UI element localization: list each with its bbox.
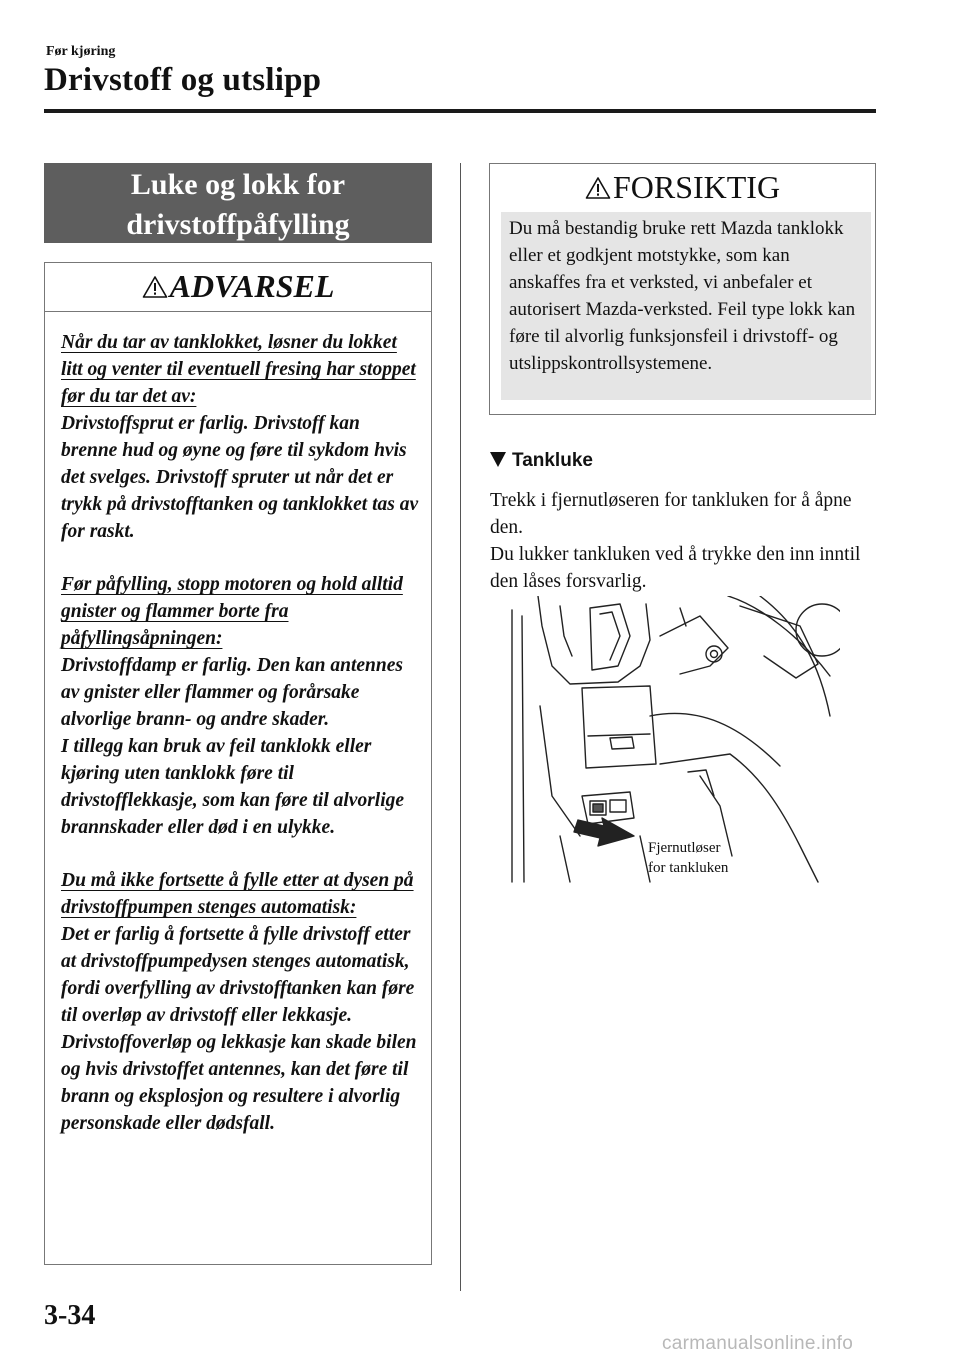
- warning-block-body-extra: I tillegg kan bruk av feil tanklokk eller kjøring uten tanklokk føre til drivstofflekkasje, som kan føre til alvorlige brannskader eller død i en ulykke.: [61, 736, 405, 838]
- caution-title: FORSIKTIG: [612, 169, 781, 205]
- section-title-line2: drivstoffpåfylling: [126, 208, 350, 241]
- warning-title: ADVARSEL: [169, 268, 335, 304]
- page-number: 3-34: [44, 1300, 96, 1331]
- warning-block-2: [61, 571, 421, 841]
- figure-label: [648, 838, 728, 878]
- chapter-title: Drivstoff og utslipp: [44, 62, 322, 98]
- warning-title-bar: [45, 263, 431, 312]
- tankluke-paragraph-2: Du lukker tankluken ved å trykke den inn inntil den låses forsvarlig.: [490, 544, 861, 592]
- header-rule: [44, 109, 876, 113]
- tankluke-heading: [490, 450, 593, 472]
- warning-block-heading: Når du tar av tanklokket, løsner du lokket litt og venter til eventuell fresing har stoppet før du tar det av:: [61, 332, 416, 407]
- warning-block-body-extra: Drivstoffoverløp og lekkasje kan skade bilen og hvis drivstoffet antennes, kan det føre til brann og eksplosjon og resultere i alvorlig personskade eller dødsfall.: [61, 1032, 417, 1134]
- section-title-line1: Luke og lokk for: [130, 168, 346, 201]
- warning-block-3: [61, 867, 421, 1137]
- warning-block-1: [61, 329, 421, 545]
- warning-content: [61, 329, 421, 1163]
- column-divider: [460, 163, 461, 1291]
- warning-triangle-icon: [585, 176, 611, 200]
- warning-box: [44, 262, 432, 1265]
- warning-block-body: Det er farlig å fortsette å fylle drivstoff etter at drivstoffpumpedysen stenges automatisk, fordi overfylling av drivstofftanken kan føre til overløp av drivstoff eller lekkasje.: [61, 924, 415, 1026]
- tankluke-heading-text: Tankluke: [512, 450, 593, 471]
- warning-block-body: Drivstoffsprut er farlig. Drivstoff kan brenne hud og øyne og føre til sykdom hvis det svelges. Drivstoff spruter ut når det er trykk på drivstofftanken og tanklokket tas av for raskt.: [61, 413, 419, 542]
- warning-block-heading: Du må ikke fortsette å fylle etter at dysen på drivstoffpumpen stenges automatisk:: [61, 870, 414, 918]
- caution-title-bar: [490, 164, 875, 208]
- warning-triangle-icon: [142, 275, 168, 299]
- tankluke-text: [490, 487, 872, 595]
- section-label: Før kjøring: [46, 44, 116, 59]
- section-title-banner: [44, 163, 432, 243]
- warning-block-heading: Før påfylling, stopp motoren og hold alltid gnister og flammer borte fra påfyllingsåpningen:: [61, 574, 403, 649]
- warning-block-body: Drivstoffdamp er farlig. Den kan antennes av gnister eller flammer og forårsake alvorlige brann- og andre skader.: [61, 655, 403, 730]
- watermark: carmanualsonline.info: [662, 1333, 854, 1354]
- heading-marker-icon: [490, 452, 506, 467]
- caution-body: Du må bestandig bruke rett Mazda tanklokk eller et godkjent motstykke, som kan anskaffes fra et verksted, vi anbefaler et autorisert Mazda-verksted. Feil type lokk kan føre til alvorlig funksjonsfeil i drivstoff- og utslippskontrollsystemene.: [501, 212, 871, 400]
- figure-label-line1: Fjernutløser: [648, 840, 721, 856]
- tankluke-paragraph-1: Trekk i fjernutløseren for tankluken for å åpne den.: [490, 490, 852, 538]
- caution-box: [489, 163, 876, 415]
- figure-label-line2: for tankluken: [648, 860, 729, 876]
